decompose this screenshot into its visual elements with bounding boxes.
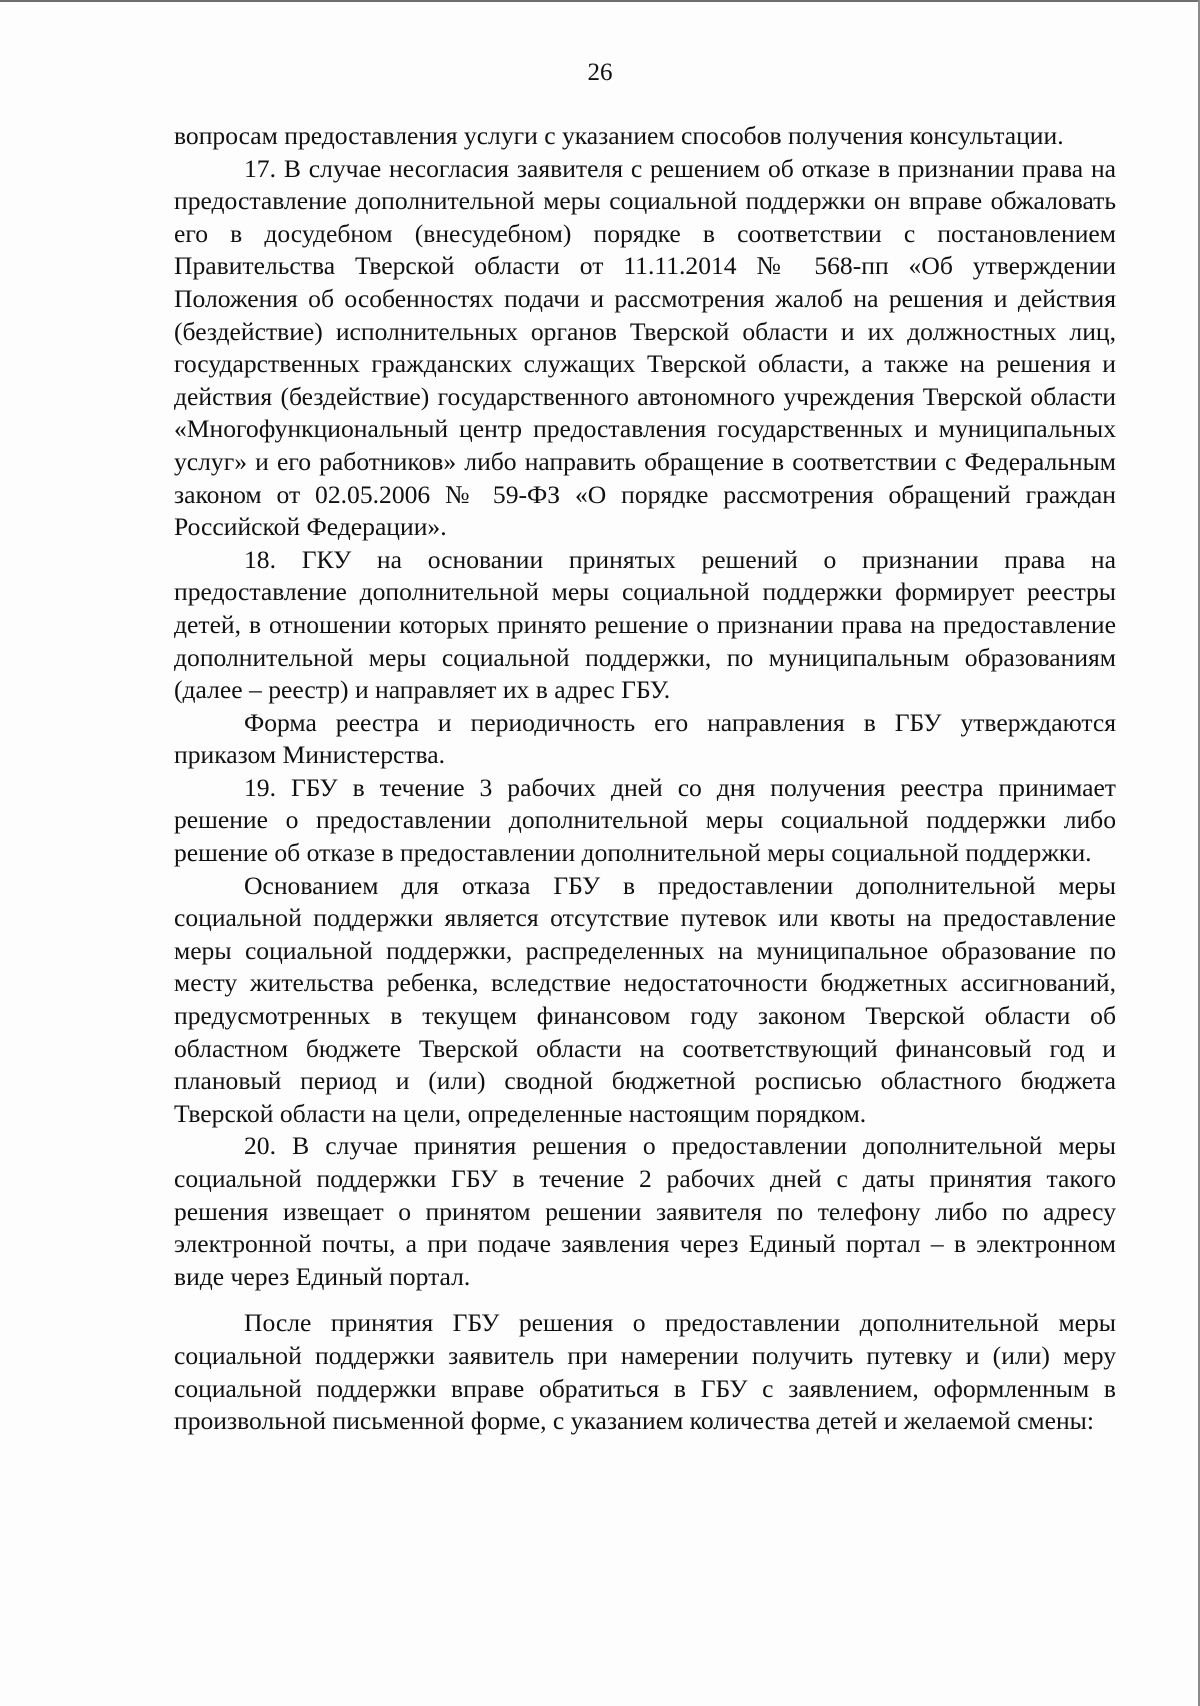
paragraph-after-decision: После принятия ГБУ решения о предоставлении дополнительной меры социальной поддержки заявитель при намерении получить путевку и (или) меру социальной поддержки вправе обратиться в ГБУ с заявлением, оформленным в произвольной письменной форме, с указанием количества детей и желаемой смены:	[174, 1308, 1116, 1436]
page-number: 26	[587, 59, 613, 86]
paragraph-item-20: 20. В случае принятия решения о предоставлении дополнительной меры социальной поддержки ГБУ в течение 2 рабочих дней с даты принятия такого решения извещает о принятом решении заявителя по телефону либо по адресу электронной почты, а при подаче заявления через Единый портал – в электронном виде через Единый портал.	[174, 1131, 1116, 1291]
paragraph-continuation: вопросам предоставления услуги с указанием способов получения консультации.	[174, 121, 1064, 150]
paragraph-item-17: 17. В случае несогласия заявителя с решением об отказе в признании права на предоставление дополнительной меры социальной поддержки он вправе обжаловать его в досудебном (внесудебном) порядке в соответствии с постановлением Правительства Тверской области от 11.11.2014 № 568-пп «Об утверждении Положения об особенностях подачи и рассмотрения жалоб на решения и действия (бездействие) исполнительных органов Тверской области и их должностных лиц, государственных гражданских служащих Тверской области, а также на решения и действия (бездействие) государственного автономного учреждения Тверской области «Многофункциональный центр предоставления государственных и муниципальных услуг» и его работников» либо направить обращение в соответствии с Федеральным законом от 02.05.2006 № 59-ФЗ «О порядке рассмотрения обращений граждан Российской Федерации».	[174, 153, 1116, 542]
paragraph-item-19: 19. ГБУ в течение 3 рабочих дней со дня получения реестра принимает решение о предоставлении дополнительной меры социальной поддержки либо решение об отказе в предоставлении дополнительной меры социальной поддержки.	[174, 772, 1116, 868]
scan-edge-top	[0, 0, 1200, 2]
paragraph-item-18: 18. ГКУ на основании принятых решений о признании права на предоставление дополнительной меры социальной поддержки формирует реестры детей, в отношении которых принято решение о признании права на предоставление дополнительной меры социальной поддержки, по муниципальным образованиям (далее – реестр) и направляет их в адрес ГБУ.	[174, 544, 1116, 705]
document-body	[174, 120, 1116, 1438]
paragraph-refusal-grounds: Основанием для отказа ГБУ в предоставлении дополнительной меры социальной поддержки является отсутствие путевок или квоты на предоставление меры социальной поддержки, распределенных на муниципальное образование по месту жительства ребенка, вследствие недостаточности бюджетных ассигнований, предусмотренных в текущем финансовом году законом Тверской области об областном бюджете Тверской области на соответствующий финансовый год и плановый период и (или) сводной бюджетной росписью областного бюджета Тверской области на цели, определенные настоящим порядком.	[174, 870, 1116, 1128]
paragraph-registry-form: Форма реестра и периодичность его направления в ГБУ утверждаются приказом Министерства.	[174, 707, 1116, 770]
